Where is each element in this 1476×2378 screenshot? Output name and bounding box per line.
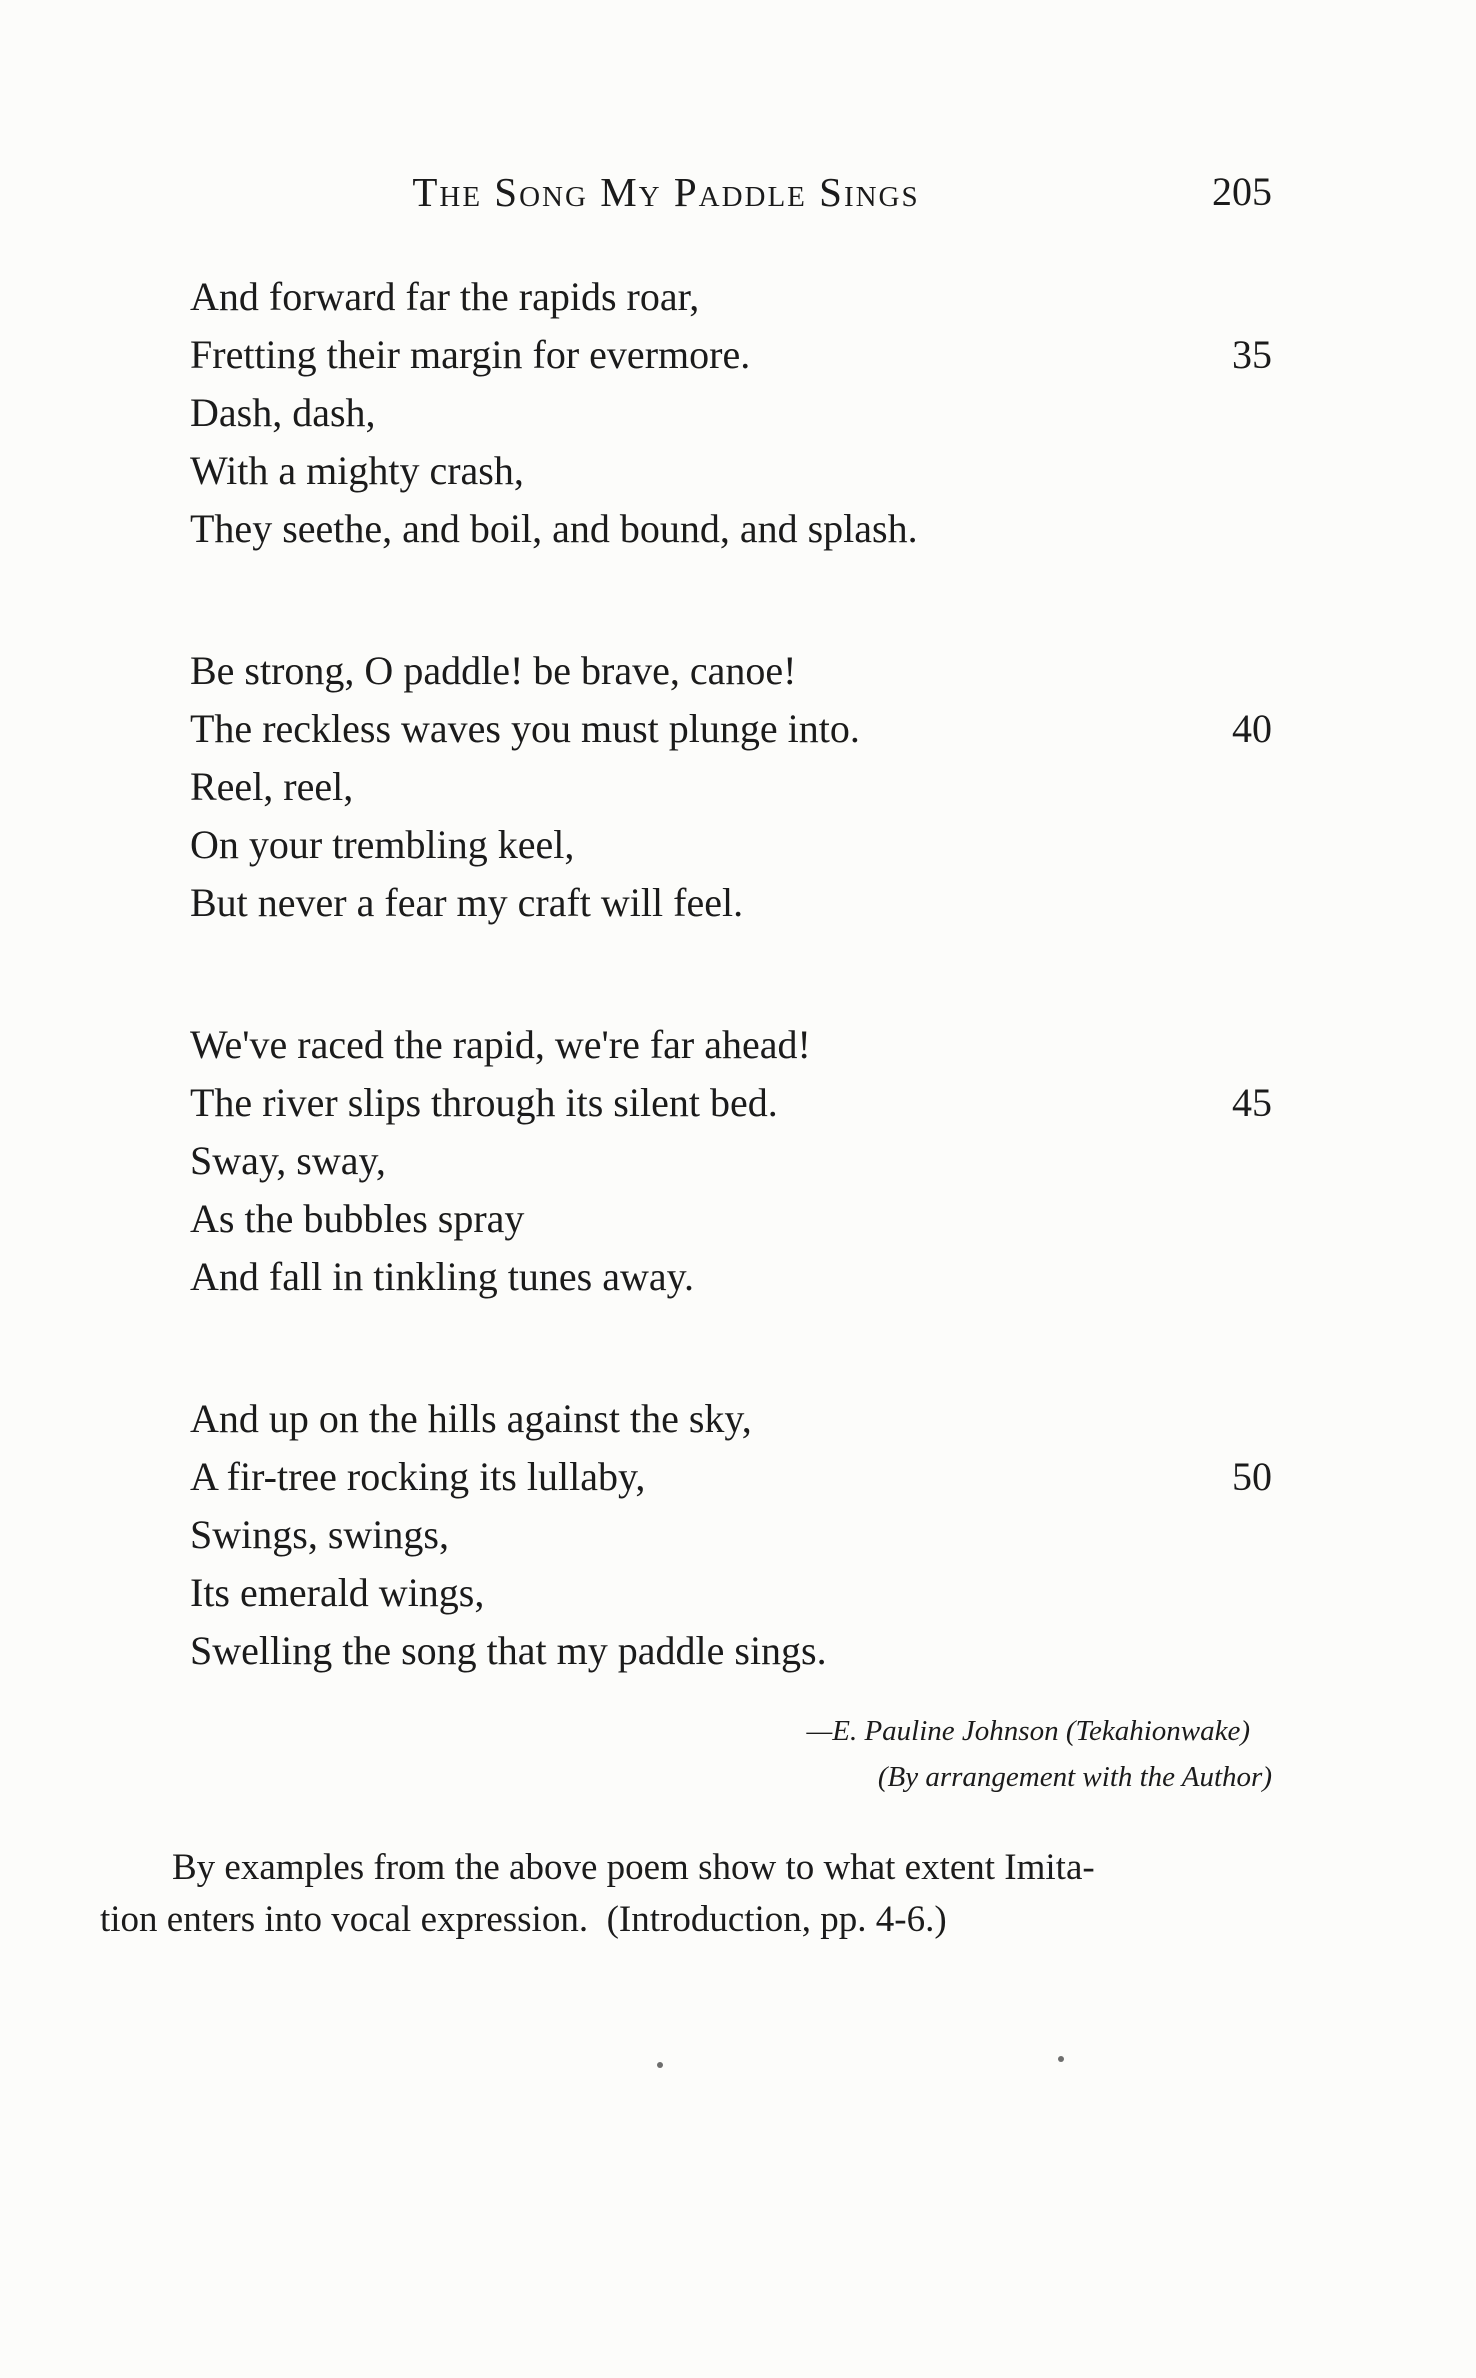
stanza-2: [190, 642, 1272, 932]
poem-line-text: And up on the hills against the sky,: [190, 1396, 752, 1441]
line-number: 35: [1232, 332, 1272, 377]
page-title: The Song My Paddle Sings: [412, 169, 920, 215]
poem-line-text: Swings, swings,: [190, 1512, 449, 1557]
stanza-1: [190, 268, 1272, 558]
stanza-3: [190, 1016, 1272, 1306]
poem-line-text: Sway, sway,: [190, 1138, 386, 1183]
poem-line-text: And forward far the rapids roar,: [190, 274, 700, 319]
poem-line: [190, 1622, 1272, 1680]
poem-line: [190, 816, 1272, 874]
poem-line: [190, 326, 1272, 384]
poem: [190, 268, 1272, 1680]
poem-line-text: Reel, reel,: [190, 764, 354, 809]
page-content: [190, 168, 1272, 1800]
poem-line-text: The river slips through its silent bed.: [190, 1080, 778, 1125]
poem-line: [190, 700, 1272, 758]
poem-line: [190, 1016, 1272, 1074]
poem-line-text: As the bubbles spray: [190, 1196, 525, 1241]
exercise-line-1: By examples from the above poem show to what extent Imita-: [172, 1847, 1095, 1888]
poem-line-text: On your trembling keel,: [190, 822, 575, 867]
poem-line: [190, 642, 1272, 700]
poem-line-text: The reckless waves you must plunge into.: [190, 706, 860, 751]
line-number: 50: [1232, 1454, 1272, 1499]
poem-line-text: Dash, dash,: [190, 390, 376, 435]
poem-line: [190, 758, 1272, 816]
attribution-note: (By arrangement with the Author): [877, 1761, 1272, 1793]
poem-line-text: A fir-tree rocking its lullaby,: [190, 1454, 646, 1499]
line-number: 40: [1232, 706, 1272, 751]
poem-line-text: Be strong, O paddle! be brave, canoe!: [190, 648, 797, 693]
poem-line-text: And fall in tinkling tunes away.: [190, 1254, 694, 1299]
poem-line: [190, 442, 1272, 500]
poem-line-text: Swelling the song that my paddle sings.: [190, 1628, 827, 1673]
poem-line-text: Fretting their margin for evermore.: [190, 332, 751, 377]
attribution: [190, 1708, 1272, 1800]
scan-artifact-dot: [1058, 2056, 1064, 2062]
poem-line-text: With a mighty crash,: [190, 448, 524, 493]
poem-line: [190, 1564, 1272, 1622]
poem-line: [190, 384, 1272, 442]
poem-line-text: Its emerald wings,: [190, 1570, 485, 1615]
poem-line: [190, 268, 1272, 326]
attribution-author: —E. Pauline Johnson (Tekahionwake): [806, 1715, 1250, 1747]
poem-line: [190, 500, 1272, 558]
stanza-4: [190, 1390, 1272, 1680]
poem-line-text: They seethe, and boil, and bound, and splash.: [190, 506, 918, 551]
poem-line: [190, 1390, 1272, 1448]
exercise-paragraph: [100, 1842, 1280, 1946]
poem-line: [190, 1074, 1272, 1132]
scan-artifact-dot: [657, 2062, 663, 2068]
poem-line: [190, 1248, 1272, 1306]
poem-line: [190, 1506, 1272, 1564]
poem-line-text: We've raced the rapid, we're far ahead!: [190, 1022, 811, 1067]
page-header: [190, 168, 1272, 230]
line-number: 45: [1232, 1080, 1272, 1125]
poem-line-text: But never a fear my craft will feel.: [190, 880, 744, 925]
poem-line: [190, 1190, 1272, 1248]
poem-line: [190, 874, 1272, 932]
poem-line: [190, 1448, 1272, 1506]
page-number: 205: [1212, 169, 1272, 214]
poem-line: [190, 1132, 1272, 1190]
exercise-line-2: tion enters into vocal expression. (Introduction, pp. 4-6.): [100, 1899, 947, 1940]
